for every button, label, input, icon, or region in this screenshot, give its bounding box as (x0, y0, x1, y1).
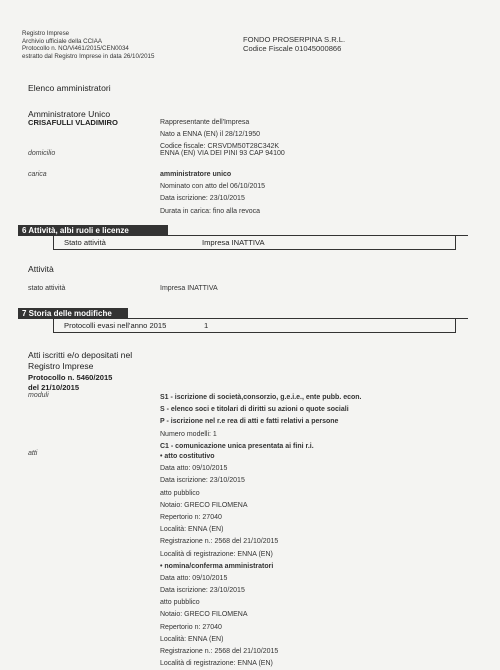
company-tax-code: Codice Fiscale 01045000866 (243, 43, 342, 53)
atti-label: atti (28, 450, 38, 457)
atti-line: Registrazione n.: 2568 del 21/10/2015 (160, 538, 279, 546)
activity-status-value: Impresa INATTIVA (202, 238, 265, 247)
header-registry-info (22, 30, 154, 60)
moduli-line: P - iscrizione nel r.e rea di atti e fatti relativi a persone (160, 418, 339, 426)
section-6-title: 6 Attività, albi ruoli e licenze (22, 226, 129, 235)
admin-name: CRISAFULLI VLADIMIRO (28, 118, 118, 127)
stato-attivita-label: stato attività (28, 285, 66, 292)
header-line: Protocollo n. NO/Vi461/2015/CEN0034 (22, 45, 129, 52)
atti-line: Registrazione n.: 2568 del 21/10/2015 (160, 648, 279, 655)
office-line: Data iscrizione: 23/10/2015 (160, 195, 245, 203)
moduli-label: moduli (28, 392, 49, 399)
atti-line: Data iscrizione: 23/10/2015 (160, 477, 245, 485)
atti-line: Località: ENNA (EN) (160, 526, 224, 534)
atti-heading (28, 350, 132, 372)
admin-role-title: Amministratore Unico (28, 109, 111, 119)
admin-rep-line: Nato a ENNA (EN) il 28/12/1950 (160, 131, 260, 139)
protocols-box (53, 318, 456, 333)
protocols-value: 1 (204, 321, 209, 330)
atti-line: Località di registrazione: ENNA (EN) (160, 660, 273, 668)
header-line: estratto dal Registro Imprese in data 26/10/2015 (22, 52, 155, 60)
atti-line: Località di registrazione: ENNA (EN) (160, 550, 273, 558)
atti-line: atto pubblico (160, 599, 200, 607)
office-block (160, 169, 265, 218)
atti-line: Repertorio n: 27040 (160, 623, 222, 631)
office-line: Durata in carica: fino alla revoca (160, 207, 260, 215)
stato-attivita-value: Impresa INATTIVA (160, 285, 218, 292)
atti-line: • atto costitutivo (160, 453, 215, 460)
activity-subheading: Attività (28, 264, 54, 274)
atti-line: Località: ENNA (EN) (160, 635, 224, 643)
atti-line: • nomina/conferma amministratori (160, 562, 274, 570)
atti-line: Repertorio n: 27040 (160, 513, 222, 521)
atti-line: Notaio: GRECO FILOMENA (160, 611, 248, 619)
office-label: carica (28, 171, 47, 178)
admin-rep-line: Codice fiscale: CRSVDM50T28C342K (160, 143, 280, 151)
activity-status-label: Stato attività (64, 238, 106, 247)
atti-line: atto pubblico (160, 489, 200, 497)
moduli-line: S1 - iscrizione di società,consorzio, g.e.i.e., ente pubb. econ. (160, 394, 362, 401)
atti-heading-line: Registro Imprese (28, 361, 94, 371)
moduli-line: S - elenco soci e titolari di diritti su azioni o quote sociali (160, 406, 349, 414)
atti-line: Data atto: 09/10/2015 (160, 465, 228, 473)
atti-heading-line: Atti iscritti e/o depositati nel (28, 350, 133, 360)
protocol-date-line: del 21/10/2015 (28, 383, 80, 392)
protocols-label: Protocolli evasi nell'anno 2015 (64, 321, 167, 330)
header-line: Registro Imprese (22, 30, 70, 37)
activity-status-box (53, 235, 456, 250)
header-line: Archivio ufficiale della CCIAA (22, 37, 103, 45)
atti-line: Data atto: 09/10/2015 (160, 574, 228, 582)
moduli-line: Numero modelli: 1 (160, 430, 217, 438)
moduli-line: C1 - comunicazione unica presentata ai fini r.i. (160, 442, 314, 450)
office-line: Nominato con atto del 06/10/2015 (160, 183, 266, 191)
moduli-block (160, 392, 362, 453)
atti-line: Notaio: GRECO FILOMENA (160, 501, 248, 509)
protocol-no-line: Protocollo n. 5460/2015 (28, 373, 113, 382)
header-company-info (243, 36, 345, 53)
domicile-label: domicilio (28, 150, 56, 157)
atti-line: Data iscrizione: 23/10/2015 (160, 587, 245, 595)
admins-section-title: Elenco amministratori (28, 83, 111, 93)
office-line: amministratore unico (160, 171, 232, 178)
admin-rep-line: Rappresentante dell'Impresa (160, 119, 250, 126)
company-name: FONDO PROSERPINA S.R.L. (243, 35, 346, 44)
atti-block (160, 451, 278, 670)
section-7-title: 7 Storia delle modifiche (22, 309, 112, 318)
domicile-value: ENNA (EN) VIA DEI PINI 93 CAP 94100 (160, 150, 285, 157)
